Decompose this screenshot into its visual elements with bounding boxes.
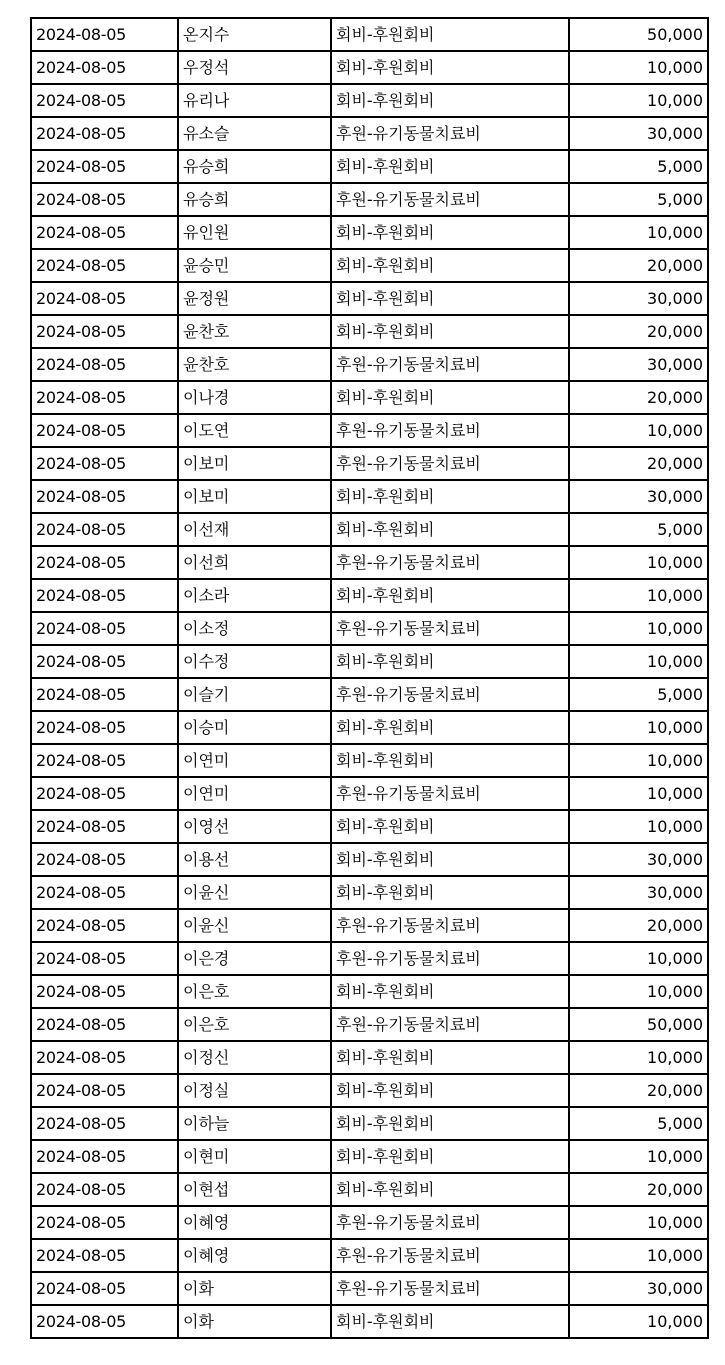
- table-row: [31, 942, 708, 975]
- table-row: [31, 183, 708, 216]
- amount-cell: 5,000: [569, 183, 708, 216]
- amount-cell: 10,000: [569, 1206, 708, 1239]
- category-cell: 회비-후원회비: [331, 1173, 569, 1206]
- amount-cell: 5,000: [569, 678, 708, 711]
- table-row: [31, 810, 708, 843]
- donor-name-cell: 이현섭: [178, 1173, 331, 1206]
- date-cell: 2024-08-05: [31, 1140, 178, 1173]
- table-row: [31, 414, 708, 447]
- category-cell: 회비-후원회비: [331, 975, 569, 1008]
- donor-name-cell: 이혜영: [178, 1206, 331, 1239]
- donation-ledger-table: [30, 17, 709, 1339]
- donor-name-cell: 윤승민: [178, 249, 331, 282]
- donor-name-cell: 이화: [178, 1272, 331, 1305]
- date-cell: 2024-08-05: [31, 975, 178, 1008]
- table-row: [31, 18, 708, 51]
- date-cell: 2024-08-05: [31, 447, 178, 480]
- donor-name-cell: 이현미: [178, 1140, 331, 1173]
- date-cell: 2024-08-05: [31, 150, 178, 183]
- amount-cell: 10,000: [569, 1041, 708, 1074]
- date-cell: 2024-08-05: [31, 777, 178, 810]
- date-cell: 2024-08-05: [31, 645, 178, 678]
- category-cell: 회비-후원회비: [331, 744, 569, 777]
- date-cell: 2024-08-05: [31, 876, 178, 909]
- date-cell: 2024-08-05: [31, 381, 178, 414]
- table-row: [31, 150, 708, 183]
- donor-name-cell: 윤정원: [178, 282, 331, 315]
- date-cell: 2024-08-05: [31, 1305, 178, 1338]
- donor-name-cell: 이선재: [178, 513, 331, 546]
- table-row: [31, 480, 708, 513]
- donor-name-cell: 윤찬호: [178, 315, 331, 348]
- donor-name-cell: 이윤신: [178, 909, 331, 942]
- ledger-body: [31, 18, 708, 1338]
- category-cell: 회비-후원회비: [331, 249, 569, 282]
- date-cell: 2024-08-05: [31, 711, 178, 744]
- donor-name-cell: 이연미: [178, 744, 331, 777]
- amount-cell: 30,000: [569, 282, 708, 315]
- date-cell: 2024-08-05: [31, 744, 178, 777]
- category-cell: 회비-후원회비: [331, 843, 569, 876]
- category-cell: 후원-유기동물치료비: [331, 414, 569, 447]
- table-row: [31, 282, 708, 315]
- table-row: [31, 1206, 708, 1239]
- donor-name-cell: 유소슬: [178, 117, 331, 150]
- amount-cell: 30,000: [569, 480, 708, 513]
- date-cell: 2024-08-05: [31, 810, 178, 843]
- donor-name-cell: 이정신: [178, 1041, 331, 1074]
- amount-cell: 20,000: [569, 1074, 708, 1107]
- date-cell: 2024-08-05: [31, 612, 178, 645]
- amount-cell: 30,000: [569, 876, 708, 909]
- table-row: [31, 1173, 708, 1206]
- donor-name-cell: 이하늘: [178, 1107, 331, 1140]
- date-cell: 2024-08-05: [31, 1206, 178, 1239]
- category-cell: 회비-후원회비: [331, 711, 569, 744]
- category-cell: 후원-유기동물치료비: [331, 1206, 569, 1239]
- category-cell: 회비-후원회비: [331, 282, 569, 315]
- table-row: [31, 975, 708, 1008]
- table-row: [31, 876, 708, 909]
- category-cell: 후원-유기동물치료비: [331, 546, 569, 579]
- date-cell: 2024-08-05: [31, 249, 178, 282]
- table-row: [31, 909, 708, 942]
- table-row: [31, 1074, 708, 1107]
- date-cell: 2024-08-05: [31, 678, 178, 711]
- category-cell: 후원-유기동물치료비: [331, 348, 569, 381]
- date-cell: 2024-08-05: [31, 18, 178, 51]
- donor-name-cell: 윤찬호: [178, 348, 331, 381]
- date-cell: 2024-08-05: [31, 51, 178, 84]
- table-row: [31, 348, 708, 381]
- date-cell: 2024-08-05: [31, 348, 178, 381]
- category-cell: 회비-후원회비: [331, 216, 569, 249]
- amount-cell: 10,000: [569, 810, 708, 843]
- donor-name-cell: 유인원: [178, 216, 331, 249]
- amount-cell: 10,000: [569, 942, 708, 975]
- amount-cell: 10,000: [569, 612, 708, 645]
- category-cell: 회비-후원회비: [331, 18, 569, 51]
- category-cell: 회비-후원회비: [331, 513, 569, 546]
- category-cell: 후원-유기동물치료비: [331, 612, 569, 645]
- date-cell: 2024-08-05: [31, 513, 178, 546]
- amount-cell: 10,000: [569, 1305, 708, 1338]
- category-cell: 회비-후원회비: [331, 315, 569, 348]
- donor-name-cell: 유승희: [178, 183, 331, 216]
- category-cell: 후원-유기동물치료비: [331, 942, 569, 975]
- amount-cell: 30,000: [569, 348, 708, 381]
- table-row: [31, 1107, 708, 1140]
- date-cell: 2024-08-05: [31, 1041, 178, 1074]
- donor-name-cell: 이윤신: [178, 876, 331, 909]
- date-cell: 2024-08-05: [31, 1107, 178, 1140]
- date-cell: 2024-08-05: [31, 579, 178, 612]
- amount-cell: 20,000: [569, 447, 708, 480]
- donor-name-cell: 이소정: [178, 612, 331, 645]
- category-cell: 회비-후원회비: [331, 51, 569, 84]
- table-row: [31, 843, 708, 876]
- category-cell: 후원-유기동물치료비: [331, 1272, 569, 1305]
- table-row: [31, 612, 708, 645]
- table-row: [31, 513, 708, 546]
- donor-name-cell: 이은경: [178, 942, 331, 975]
- date-cell: 2024-08-05: [31, 1008, 178, 1041]
- amount-cell: 10,000: [569, 51, 708, 84]
- date-cell: 2024-08-05: [31, 282, 178, 315]
- amount-cell: 50,000: [569, 18, 708, 51]
- date-cell: 2024-08-05: [31, 315, 178, 348]
- amount-cell: 10,000: [569, 84, 708, 117]
- donor-name-cell: 온지수: [178, 18, 331, 51]
- donor-name-cell: 이연미: [178, 777, 331, 810]
- amount-cell: 10,000: [569, 744, 708, 777]
- donor-name-cell: 이보미: [178, 447, 331, 480]
- amount-cell: 10,000: [569, 546, 708, 579]
- date-cell: 2024-08-05: [31, 183, 178, 216]
- category-cell: 회비-후원회비: [331, 876, 569, 909]
- donor-name-cell: 이수정: [178, 645, 331, 678]
- category-cell: 회비-후원회비: [331, 579, 569, 612]
- amount-cell: 30,000: [569, 1272, 708, 1305]
- donor-name-cell: 이슬기: [178, 678, 331, 711]
- amount-cell: 5,000: [569, 513, 708, 546]
- amount-cell: 5,000: [569, 1107, 708, 1140]
- amount-cell: 10,000: [569, 711, 708, 744]
- donor-name-cell: 이정실: [178, 1074, 331, 1107]
- table-row: [31, 447, 708, 480]
- date-cell: 2024-08-05: [31, 480, 178, 513]
- donor-name-cell: 이승미: [178, 711, 331, 744]
- amount-cell: 50,000: [569, 1008, 708, 1041]
- amount-cell: 10,000: [569, 216, 708, 249]
- table-row: [31, 579, 708, 612]
- category-cell: 후원-유기동물치료비: [331, 1239, 569, 1272]
- date-cell: 2024-08-05: [31, 117, 178, 150]
- donor-name-cell: 이보미: [178, 480, 331, 513]
- amount-cell: 5,000: [569, 150, 708, 183]
- table-row: [31, 315, 708, 348]
- category-cell: 회비-후원회비: [331, 381, 569, 414]
- table-row: [31, 1008, 708, 1041]
- category-cell: 후원-유기동물치료비: [331, 909, 569, 942]
- amount-cell: 30,000: [569, 117, 708, 150]
- amount-cell: 10,000: [569, 1239, 708, 1272]
- category-cell: 후원-유기동물치료비: [331, 1008, 569, 1041]
- table-row: [31, 249, 708, 282]
- category-cell: 회비-후원회비: [331, 810, 569, 843]
- category-cell: 회비-후원회비: [331, 84, 569, 117]
- donor-name-cell: 이소라: [178, 579, 331, 612]
- category-cell: 후원-유기동물치료비: [331, 117, 569, 150]
- table-row: [31, 645, 708, 678]
- category-cell: 회비-후원회비: [331, 150, 569, 183]
- table-row: [31, 51, 708, 84]
- donor-name-cell: 이은호: [178, 1008, 331, 1041]
- donor-name-cell: 이도연: [178, 414, 331, 447]
- donor-name-cell: 이나경: [178, 381, 331, 414]
- amount-cell: 10,000: [569, 579, 708, 612]
- category-cell: 회비-후원회비: [331, 645, 569, 678]
- amount-cell: 30,000: [569, 843, 708, 876]
- date-cell: 2024-08-05: [31, 843, 178, 876]
- table-row: [31, 744, 708, 777]
- table-row: [31, 117, 708, 150]
- date-cell: 2024-08-05: [31, 909, 178, 942]
- category-cell: 회비-후원회비: [331, 1140, 569, 1173]
- table-row: [31, 381, 708, 414]
- amount-cell: 20,000: [569, 315, 708, 348]
- donor-name-cell: 이혜영: [178, 1239, 331, 1272]
- date-cell: 2024-08-05: [31, 84, 178, 117]
- category-cell: 회비-후원회비: [331, 1041, 569, 1074]
- table-row: [31, 546, 708, 579]
- date-cell: 2024-08-05: [31, 942, 178, 975]
- table-row: [31, 777, 708, 810]
- date-cell: 2024-08-05: [31, 1173, 178, 1206]
- donor-name-cell: 이화: [178, 1305, 331, 1338]
- amount-cell: 20,000: [569, 381, 708, 414]
- amount-cell: 20,000: [569, 1173, 708, 1206]
- donor-name-cell: 이선희: [178, 546, 331, 579]
- donor-name-cell: 이영선: [178, 810, 331, 843]
- table-row: [31, 1239, 708, 1272]
- donor-name-cell: 우정석: [178, 51, 331, 84]
- table-row: [31, 678, 708, 711]
- table-row: [31, 1272, 708, 1305]
- table-row: [31, 1305, 708, 1338]
- category-cell: 회비-후원회비: [331, 480, 569, 513]
- amount-cell: 10,000: [569, 414, 708, 447]
- donor-name-cell: 이은호: [178, 975, 331, 1008]
- donor-name-cell: 유리나: [178, 84, 331, 117]
- table-row: [31, 1041, 708, 1074]
- amount-cell: 10,000: [569, 975, 708, 1008]
- date-cell: 2024-08-05: [31, 216, 178, 249]
- amount-cell: 10,000: [569, 1140, 708, 1173]
- date-cell: 2024-08-05: [31, 1272, 178, 1305]
- table-row: [31, 1140, 708, 1173]
- donor-name-cell: 이용선: [178, 843, 331, 876]
- category-cell: 회비-후원회비: [331, 1107, 569, 1140]
- amount-cell: 10,000: [569, 777, 708, 810]
- category-cell: 후원-유기동물치료비: [331, 183, 569, 216]
- amount-cell: 20,000: [569, 909, 708, 942]
- table-row: [31, 216, 708, 249]
- category-cell: 후원-유기동물치료비: [331, 678, 569, 711]
- table-row: [31, 84, 708, 117]
- date-cell: 2024-08-05: [31, 1239, 178, 1272]
- category-cell: 후원-유기동물치료비: [331, 777, 569, 810]
- date-cell: 2024-08-05: [31, 546, 178, 579]
- category-cell: 회비-후원회비: [331, 1305, 569, 1338]
- category-cell: 회비-후원회비: [331, 1074, 569, 1107]
- donor-name-cell: 유승희: [178, 150, 331, 183]
- date-cell: 2024-08-05: [31, 1074, 178, 1107]
- amount-cell: 10,000: [569, 645, 708, 678]
- amount-cell: 20,000: [569, 249, 708, 282]
- table-row: [31, 711, 708, 744]
- date-cell: 2024-08-05: [31, 414, 178, 447]
- category-cell: 후원-유기동물치료비: [331, 447, 569, 480]
